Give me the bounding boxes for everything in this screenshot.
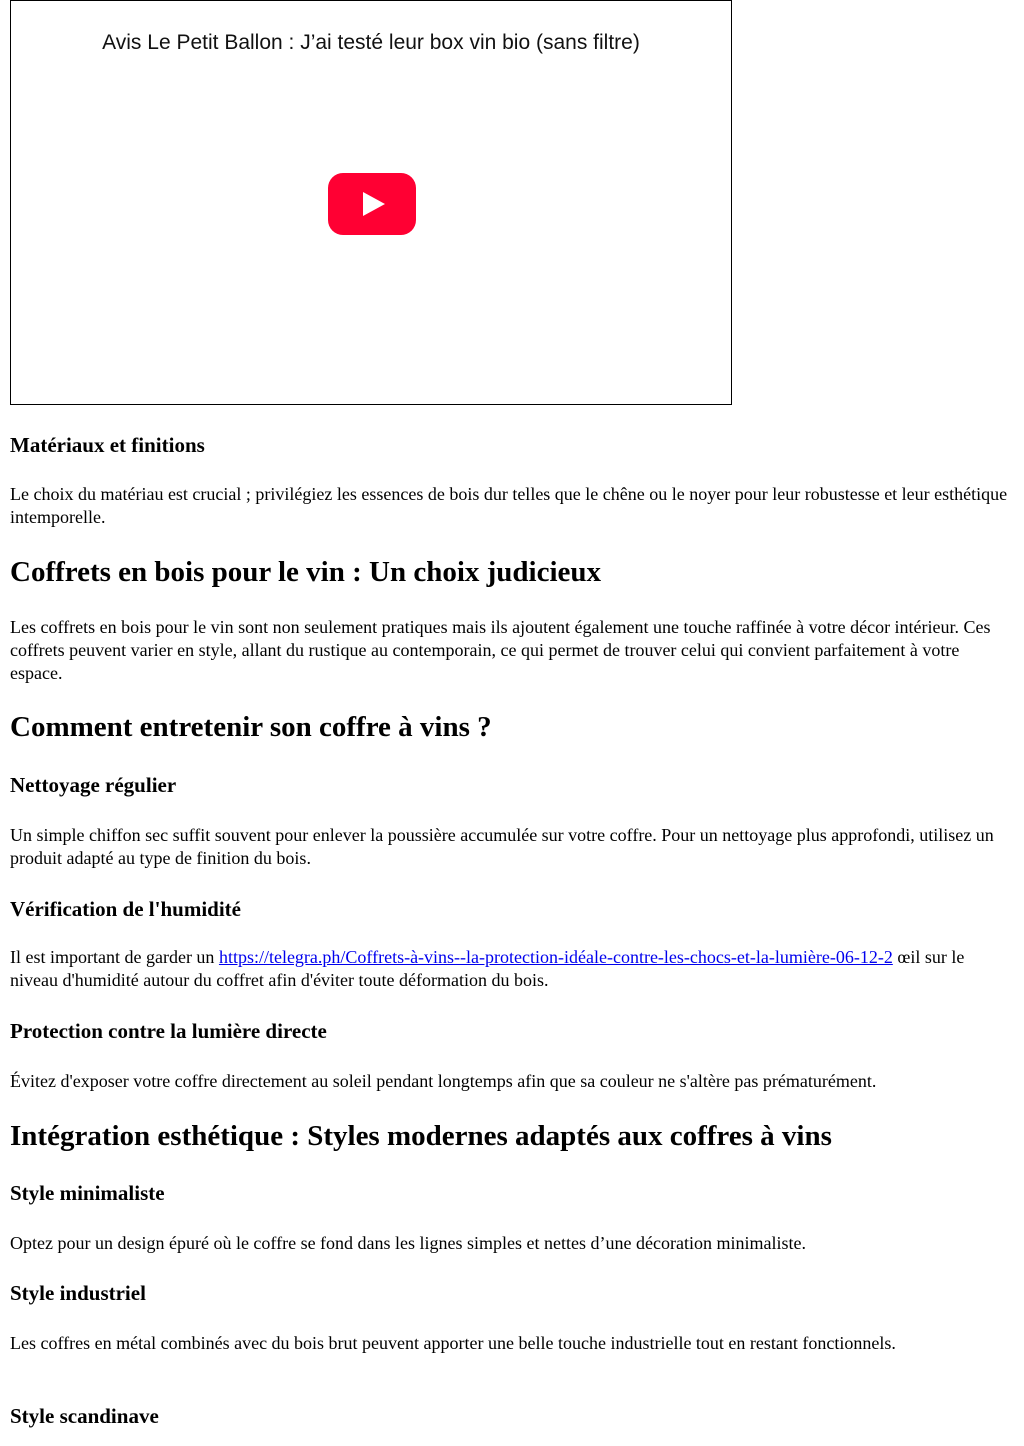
video-title[interactable]: Avis Le Petit Ballon : J’ai testé leur box vin bio (sans filtre): [102, 31, 640, 54]
paragraph-nettoyage: Un simple chiffon sec suffit souvent pour enlever la poussière accumulée sur votre coffre. Pour un nettoyage plus approfondi, utilisez un produit adapté au type de finition du bois.: [10, 825, 994, 868]
heading-entretenir: Comment entretenir son coffre à vins ?: [10, 711, 492, 743]
paragraph-coffrets: Les coffrets en bois pour le vin sont non seulement pratiques mais ils ajoutent également une touche raffinée à votre décor intérieur. Ces coffrets peuvent varier en style, allant du rustique au contemporain, ce qui permet de trouver celui qui convient parfaitement à votre espace.: [10, 617, 991, 683]
play-icon[interactable]: [328, 173, 416, 235]
paragraph-lumiere: Évitez d'exposer votre coffre directement au soleil pendant longtemps afin que sa couleur ne s'altère pas prématurément.: [10, 1071, 877, 1091]
heading-nettoyage: Nettoyage régulier: [10, 773, 177, 797]
heading-materiaux: Matériaux et finitions: [10, 433, 205, 457]
paragraph-humidite: [10, 946, 1014, 992]
heading-humidite: Vérification de l'humidité: [10, 897, 241, 921]
paragraph-industriel: Les coffres en métal combinés avec du bois brut peuvent apporter une belle touche industrielle tout en restant fonctionnels.: [10, 1333, 896, 1353]
humidite-text-before: Il est important de garder un: [10, 947, 219, 967]
heading-coffrets: Coffrets en bois pour le vin : Un choix judicieux: [10, 556, 602, 588]
heading-lumiere: Protection contre la lumière directe: [10, 1019, 327, 1043]
heading-minimaliste: Style minimaliste: [10, 1181, 165, 1205]
telegra-link[interactable]: https://telegra.ph/Coffrets-à-vins--la-protection-idéale-contre-les-chocs-et-la-lumière-06-12-2: [218, 947, 893, 967]
video-embed[interactable]: [10, 0, 732, 405]
paragraph-minimaliste: Optez pour un design épuré où le coffre se fond dans les lignes simples et nettes d’une décoration minimaliste.: [10, 1233, 806, 1253]
humidite-text-after: œil sur le niveau d'humidité autour du coffret afin d'éviter toute déformation du bois.: [10, 947, 965, 990]
paragraph-materiaux: Le choix du matériau est crucial ; privilégiez les essences de bois dur telles que le chêne ou le noyer pour leur robustesse et leur esthétique intemporelle.: [10, 484, 1008, 527]
heading-scandinave: Style scandinave: [10, 1404, 159, 1428]
heading-integration: Intégration esthétique : Styles modernes adaptés aux coffres à vins: [10, 1120, 832, 1152]
heading-industriel: Style industriel: [10, 1281, 146, 1305]
